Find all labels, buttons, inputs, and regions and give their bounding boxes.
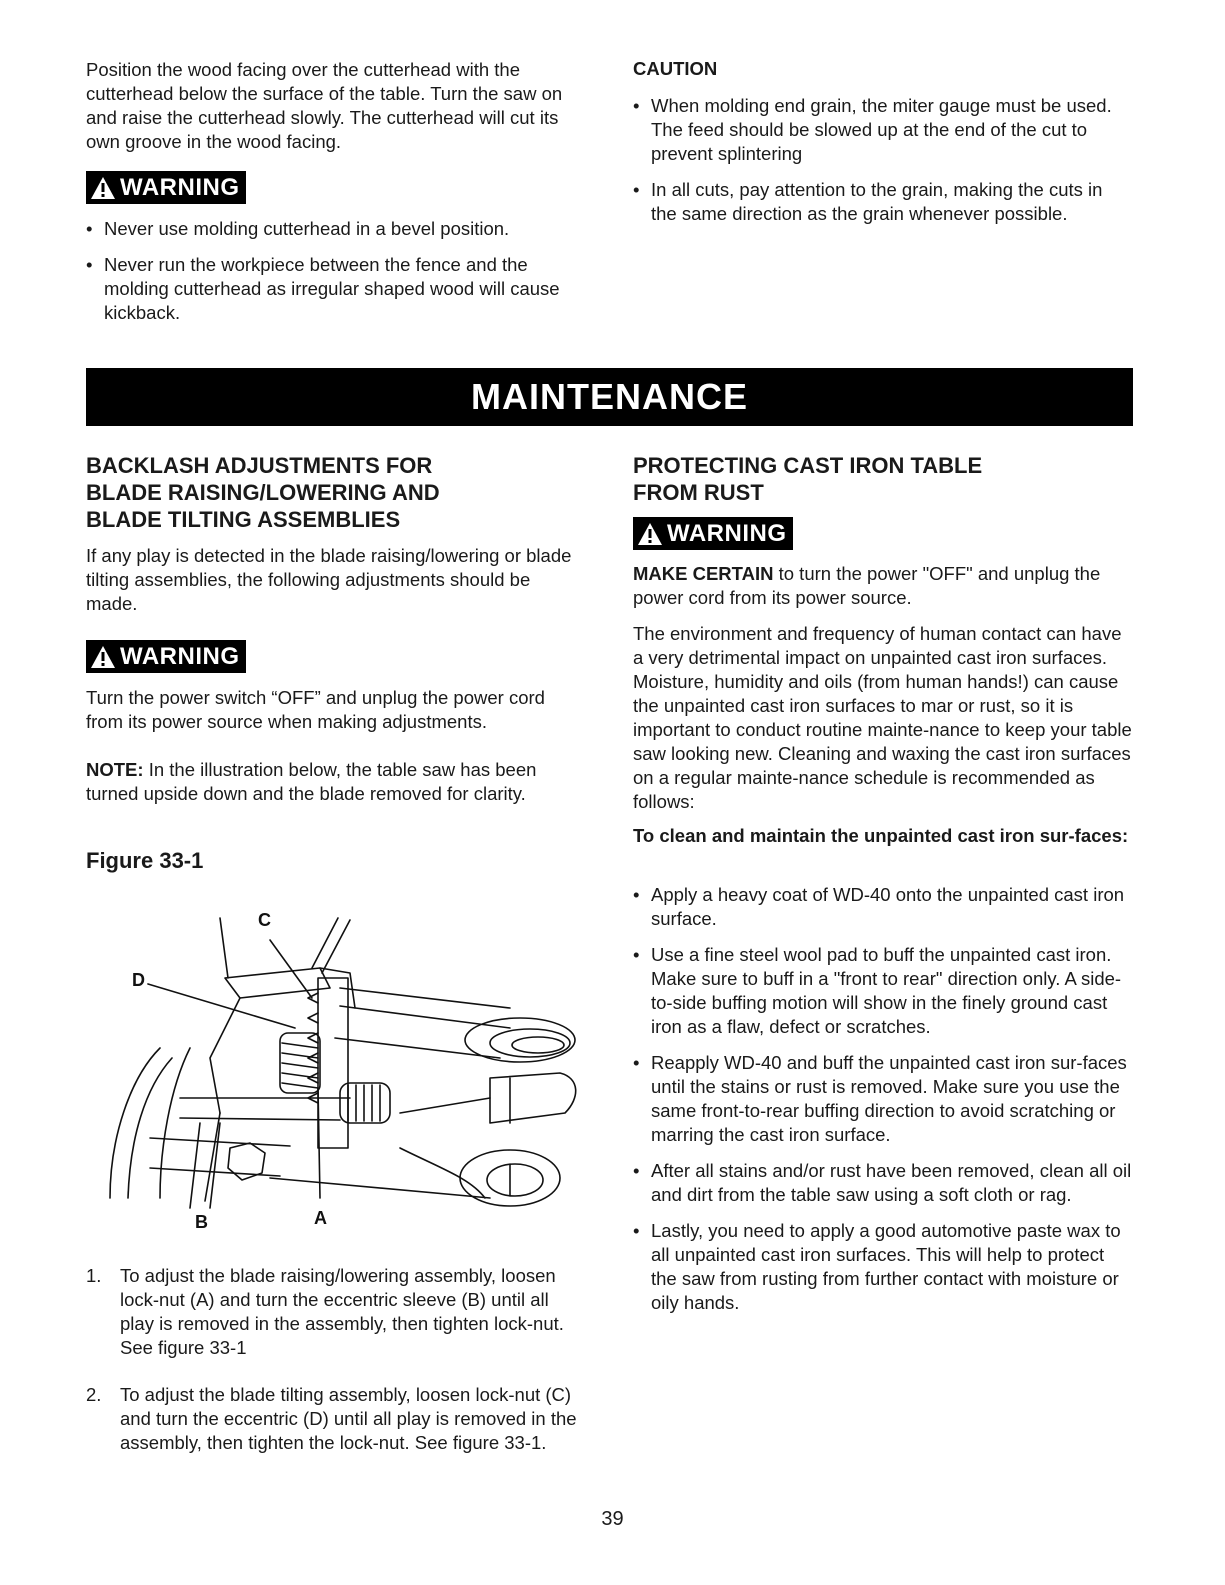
- warning-label-backlash: [86, 640, 246, 673]
- warning-label-rust: [633, 517, 793, 550]
- warning-label-molding: [86, 171, 246, 204]
- list-item: • In all cuts, pay attention to the grain, making the cuts in the same direction as the grain whenever possible.: [633, 178, 1133, 226]
- list-item: • Never use molding cutterhead in a bevel position.: [86, 217, 586, 241]
- list-item: • Lastly, you need to apply a good automotive paste wax to all unpainted cast iron surfaces. This will help to protect the saw from rusting from further contact with moisture or oily hands.: [633, 1219, 1133, 1315]
- rust-steps-list: [633, 883, 1133, 1327]
- page-number: 39: [601, 1508, 624, 1530]
- figure-label-a: A: [314, 1208, 327, 1228]
- backlash-warning-text: Turn the power switch “OFF” and unplug the power cord from its power source when making adjustments.: [86, 687, 545, 732]
- warning-text: WARNING: [120, 642, 240, 670]
- caution-list: [633, 94, 1133, 238]
- warning-triangle-icon: [90, 176, 116, 200]
- list-item: • Never run the workpiece between the fence and the molding cutterhead as irregular shaped wood will cause kickback.: [86, 253, 586, 325]
- make-certain-text: to turn the power "OFF" and unplug the power cord from its power source.: [633, 563, 1101, 608]
- heading-line: BACKLASH ADJUSTMENTS FOR: [86, 453, 433, 478]
- figure-33-1-illustration: [90, 898, 590, 1238]
- step-number: 1.: [86, 1265, 102, 1286]
- molding-warning-list: [86, 217, 586, 337]
- heading-line: FROM RUST: [633, 480, 764, 505]
- list-item: • When molding end grain, the miter gauge must be used. The feed should be slowed up at the end of the cut to prevent splintering: [633, 94, 1133, 166]
- list-item: [86, 1264, 586, 1360]
- warning-text: WARNING: [120, 173, 240, 201]
- step-text: To adjust the blade raising/lowering assembly, loosen lock-nut (A) and turn the eccentric sleeve (B) until all play is removed in the assembly, then tighten lock-nut. See figure 33-1: [120, 1265, 564, 1358]
- list-item: • After all stains and/or rust have been removed, clean all oil and dirt from the table saw using a soft cloth or rag.: [633, 1159, 1133, 1207]
- step-number: 2.: [86, 1384, 102, 1405]
- figure-label-d: D: [132, 970, 145, 990]
- adjustment-steps: [86, 1264, 586, 1478]
- make-certain-label: MAKE CERTAIN: [633, 563, 774, 584]
- rust-heading: [633, 452, 1133, 506]
- backlash-heading: [86, 452, 586, 533]
- make-certain-paragraph: [633, 562, 1133, 610]
- warning-triangle-icon: [637, 522, 663, 546]
- caution-title: CAUTION: [633, 58, 718, 79]
- list-item: • Reapply WD-40 and buff the unpainted cast iron sur-faces until the stains or rust is removed. Make sure you use the same front-to-rear buffing direction to avoid scratching or marring the cast iron surface.: [633, 1051, 1133, 1147]
- heading-line: BLADE TILTING ASSEMBLIES: [86, 507, 401, 532]
- intro-paragraph: Position the wood facing over the cutterhead with the cutterhead below the surface of the table. Turn the saw on and raise the cutterhead slowly. The cutterhead will cut its own groove in the wood facing.: [86, 59, 563, 152]
- list-item: • Use a fine steel wool pad to buff the unpainted cast iron. Make sure to buff in a "front to rear" direction only. A side-to-side buffing motion will show in the finely ground cast iron as a flaw, defect or scratches.: [633, 943, 1133, 1039]
- note-label: NOTE:: [86, 759, 144, 780]
- heading-line: BLADE RAISING/LOWERING AND: [86, 480, 440, 505]
- backlash-note: [86, 758, 586, 806]
- rust-paragraph: The environment and frequency of human contact can have a very detrimental impact on unpainted cast iron surfaces. Moisture, humidity and oils (from human hands!) can cause the unpainted cast iron surfaces to mar or rust, so it is important to conduct routine mainte-nance to keep your table saw looking new. Cleaning and waxing the cast iron surfaces on a regular mainte-nance schedule is recommended as follows:: [633, 623, 1132, 812]
- warning-text: WARNING: [667, 519, 787, 547]
- figure-label-c: C: [258, 910, 271, 930]
- figure-label-b: B: [195, 1212, 208, 1232]
- figure-title: Figure 33-1: [86, 848, 204, 873]
- list-item: • Apply a heavy coat of WD-40 onto the unpainted cast iron surface.: [633, 883, 1133, 931]
- warning-triangle-icon: [90, 645, 116, 669]
- backlash-intro: If any play is detected in the blade raising/lowering or blade tilting assemblies, the following adjustments should be made.: [86, 545, 572, 614]
- maintenance-banner: MAINTENANCE: [86, 368, 1133, 426]
- list-item: [86, 1383, 586, 1455]
- heading-line: PROTECTING CAST IRON TABLE: [633, 453, 983, 478]
- note-text: In the illustration below, the table saw has been turned upside down and the blade removed for clarity.: [86, 759, 537, 804]
- rust-subheading: To clean and maintain the unpainted cast iron sur-faces:: [633, 825, 1129, 846]
- step-text: To adjust the blade tilting assembly, loosen lock-nut (C) and turn the eccentric (D) until all play is removed in the assembly, then tighten the lock-nut. See figure 33-1.: [120, 1384, 577, 1453]
